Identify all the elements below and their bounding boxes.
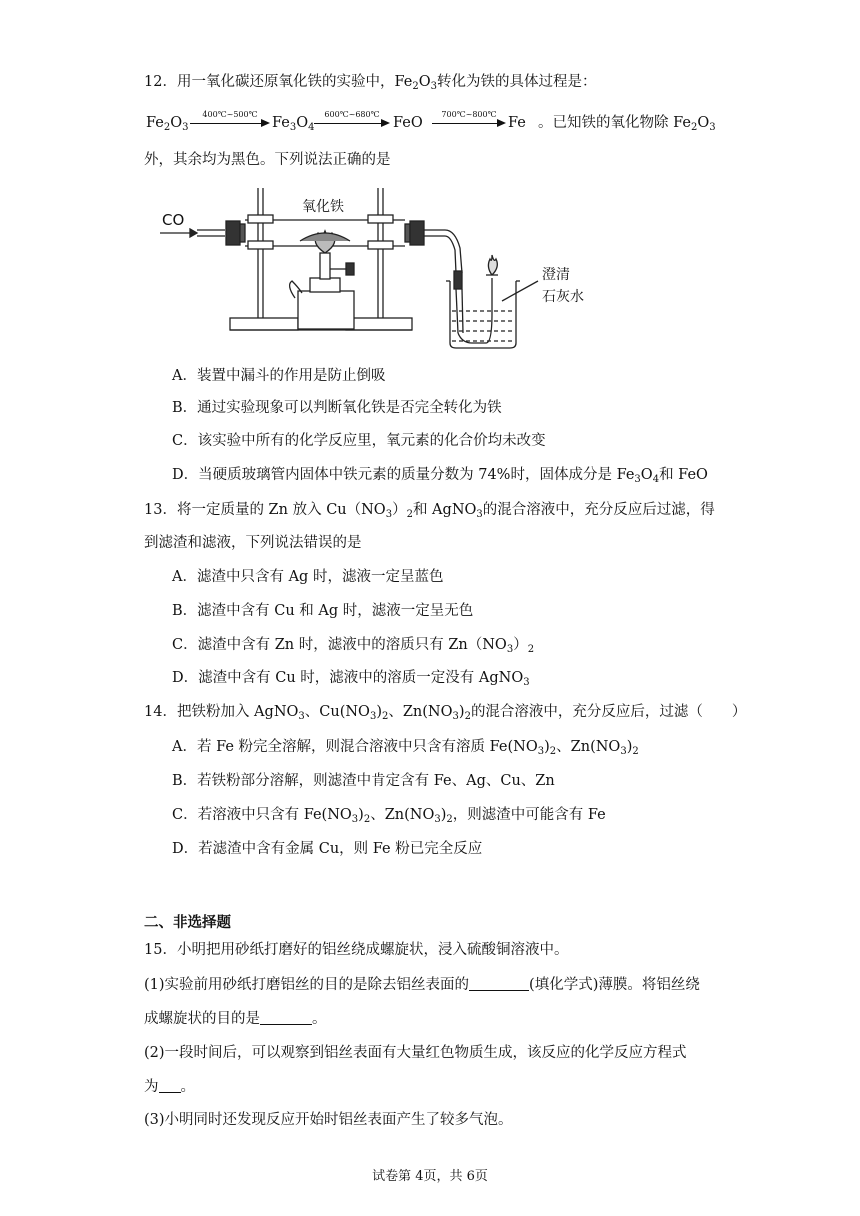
page-footer: 试卷第 4页，共 6页 bbox=[372, 1169, 488, 1184]
q12-option-a: A．装置中漏斗的作用是防止倒吸 bbox=[172, 368, 386, 384]
answer-blank-1[interactable] bbox=[469, 976, 529, 991]
q15-part2-line2: 为 。 bbox=[144, 1079, 195, 1095]
q15-part3: (3)小明同时还发现反应开始时铝丝表面产生了较多气泡。 bbox=[144, 1112, 513, 1128]
q12-option-d: D．当硬质玻璃管内固体中铁元素的质量分数为 74%时，固体成分是 $Fe_3O_4$和 FeO bbox=[172, 467, 708, 485]
answer-blank-3[interactable] bbox=[159, 1078, 181, 1093]
formula-feo: FeO bbox=[393, 115, 423, 131]
q14-option-d: D．若滤渣中含有金属 Cu，则 Fe 粉已完全反应 bbox=[172, 841, 483, 857]
formula-tail: 。已知铁的氧化物除 $Fe_2O_3$ bbox=[538, 115, 716, 133]
answer-blank-2[interactable] bbox=[260, 1010, 312, 1025]
q14-stem: 14．把铁粉加入 AgNO$_3$、$Cu(NO_3)_2$、$Zn(NO_3)_2$的混合溶液中，充分反应后，过滤（ ） bbox=[144, 704, 747, 722]
q14-option-c: C．若溶液中只含有 $Fe(NO_3)_2$、$Zn(NO_3)_2$，则滤渣中可能含有 Fe bbox=[172, 807, 606, 825]
arrow-1: 400℃~500℃ bbox=[190, 110, 270, 134]
formula-fe2o3: $Fe_2O_3$ bbox=[146, 115, 189, 133]
q13-stem-line1: 13．将一定质量的 Zn 放入 $Cu(NO_3)_2$和 AgNO$_3$的混合溶液中，充分反应后过滤，得 bbox=[144, 502, 715, 520]
q13-option-b: B．滤渣中含有 Cu 和 Ag 时，滤液一定呈无色 bbox=[172, 603, 474, 619]
q12-reaction-formula bbox=[144, 110, 724, 136]
co-label: CO bbox=[162, 211, 185, 229]
formula-fe: Fe bbox=[508, 115, 526, 131]
q13-option-a: A．滤渣中只含有 Ag 时，滤液一定呈蓝色 bbox=[172, 569, 444, 585]
q15-part1-line2: 成螺旋状的目的是 。 bbox=[144, 1011, 327, 1027]
q13-option-d: D．滤渣中含有 Cu 时，滤液中的溶质一定没有 AgNO$_3$ bbox=[172, 670, 530, 688]
q15-stem: 15．小明把用砂纸打磨好的铝丝绕成螺旋状，浸入硫酸铜溶液中。 bbox=[144, 942, 569, 958]
limewater-label-1: 澄清 bbox=[542, 267, 570, 283]
oxide-label: 氧化铁 bbox=[302, 199, 344, 215]
q12-stem-line1: 12．用一氧化碳还原氧化铁的实验中，$Fe_2O_3$转化为铁的具体过程是： bbox=[144, 74, 597, 92]
formula-fe3o4: $Fe_3O_4$ bbox=[272, 115, 315, 133]
q13-stem-line2: 到滤渣和滤液，下列说法错误的是 bbox=[144, 535, 362, 551]
apparatus-diagram bbox=[150, 183, 710, 353]
arrow-3: 700℃~800℃ bbox=[432, 110, 506, 134]
q15-part2-line1: (2)一段时间后，可以观察到铝丝表面有大量红色物质生成，该反应的化学反应方程式 bbox=[144, 1045, 687, 1061]
q12-option-b: B．通过实验现象可以判断氧化铁是否完全转化为铁 bbox=[172, 400, 502, 416]
limewater-label-2: 石灰水 bbox=[542, 289, 584, 305]
q13-option-c: C．滤渣中含有 Zn 时，滤液中的溶质只有 $Zn(NO_3)_2$ bbox=[172, 637, 535, 655]
q14-option-a: A．若 Fe 粉完全溶解，则混合溶液中只含有溶质 $Fe(NO_3)_2$、$Zn(NO_3)_2$ bbox=[172, 739, 639, 757]
q12-option-c: C．该实验中所有的化学反应里，氧元素的化合价均未改变 bbox=[172, 433, 546, 449]
q12-stem-line3: 外，其余均为黑色。下列说法正确的是 bbox=[144, 152, 391, 168]
arrow-2: 600℃~680℃ bbox=[314, 110, 390, 134]
q14-option-b: B．若铁粉部分溶解，则滤渣中肯定含有 Fe、Ag、Cu、Zn bbox=[172, 773, 555, 789]
section-title: 二、非选择题 bbox=[144, 914, 231, 931]
q15-part1-line1: (1)实验前用砂纸打磨铝丝的目的是除去铝丝表面的 (填化学式)薄膜。将铝丝绕 bbox=[144, 977, 700, 993]
